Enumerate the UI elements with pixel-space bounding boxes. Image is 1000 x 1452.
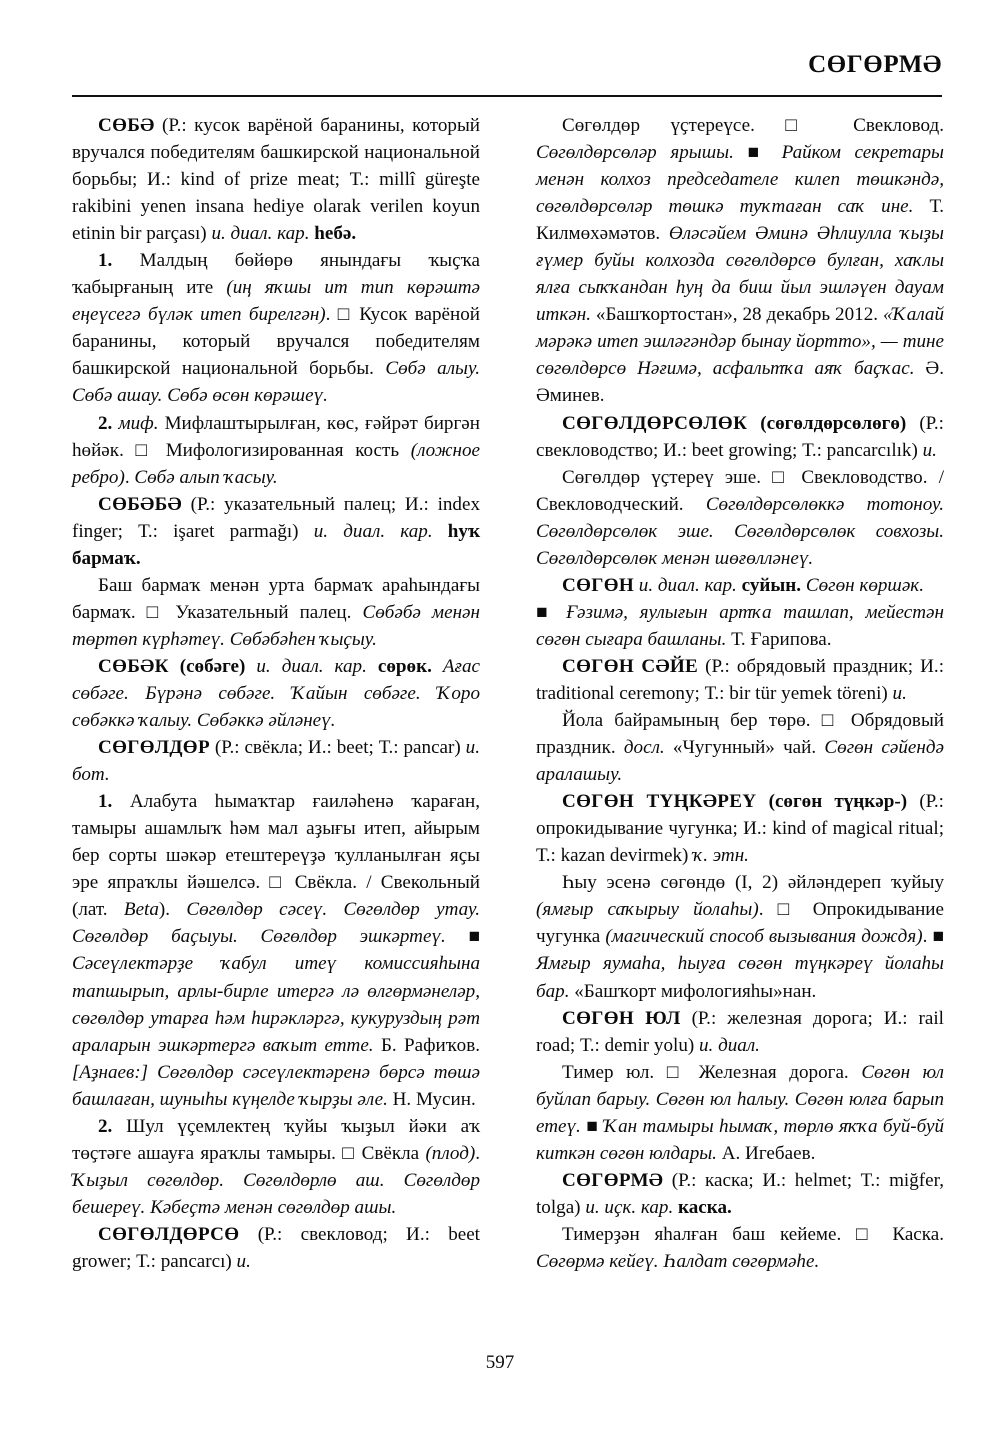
dictionary-entry-block: СӨГӨН и. диал. кар. суйын. Сөгөн көршәк. (562, 574, 925, 596)
dictionary-entry-block: 1. Алабута һымаҡтар ғаиләһенә ҡараған, тамыры ашамлыҡ һәм мал аҙығы итеп, айырым бер сорты шәкәр етештереүҙә ҡулланылған яҫы эре япраҡлы йәшелсә. □ Свёкла. / Свекольный (лат. Beta). Сөгөлдөр сәсеү. Сөгөлдөр утау. Сөгөлдөр баҫыуы. Сөгөлдөр эшкәртеү. ■ Сәсеүлектәрҙе ҡабул итеү комиссияһына тапшырып, арлы-бирле итергә лә өлгөрмәнеләр, сөгөлдөр утарға һәм һирәкләргә, кукуруздың рәт араларын эшкәртергә ваҡыт етте. Б. Рафиҡов. [Аҙнаев:] Сөгөлдөр сәсеүлектәренә бөрсә төшә башлаған, шуныһы күңелде ҡырҙы әле. Н. Мусин. (72, 791, 481, 1110)
right-text-column (536, 112, 944, 1327)
dictionary-entry-block: СӨГӨЛДӨР (Р.: свёкла; И.: beet; Т.: pancar) и. бот. (72, 737, 480, 786)
left-text-column (72, 112, 480, 1327)
dictionary-entry-block: СӨГӨРМӘ (Р.: каска; И.: helmet; Т.: miğfer, tolga) и. иҫк. кар. каска. (536, 1169, 944, 1218)
dictionary-entry-block: Сөгөлдөр үҫтереүсе. □ Свекловод. Сөгөлдөрсөләр ярышы. ■ Райком секретары менән колхоз председателе килеп төшкәндә, сөгөлдөрсөләр төшкә туҡтаған саҡ ине. Т. Килмөхәмәтов. Өләсәйем Әминә Әһлиулла ҡыҙы ғүмер буйы колхозда сөгөлдөрсө булған, хаҡлы ялға сыҡҡандан һуң да биш йыл эшләүен дауам иткән. «Башҡортостан», 28 декабрь 2012. «Ҡалай мәрәкә итеп эшләгәндәр бынау йортто», — тине сөгөлдөрсө Нәғимә, асфальтҡа аяҡ баҫҡас. Ә. Әминев. (536, 115, 944, 407)
dictionary-entry-block: ■ Ғәзимә, яулығын артҡа ташлап, мейестән сөгөн сығара башланы. Т. Ғарипова. (536, 601, 944, 650)
dictionary-entry-block: Тимер юл. □ Железная дорога. Сөгөн юл буйлап барыу. Сөгөн юл һалыу. Сөгөн юлға барып етеү. ■ Ҡан тамыры һымаҡ, төрлө яҡҡа буй-буй киткән сөгөн юлдары. А. Игебаев. (536, 1061, 944, 1164)
dictionary-entry-block: СӨГӨН ТҮҢКӘРЕҮ (сөгөн түңкәр-) (Р.: опрокидывание чугунка; И.: kind of magical ritual; Т.: kazan devirmek) ҡ. этн. (536, 791, 944, 867)
dictionary-entry-block: СӨБӘК (сөбәге) и. диал. кар. сөрөк. Ағас сөбәге. Бүрәнә сөбәге. Ҡайын сөбәге. Ҡоро сөбәккә ҡалыу. Сөбәккә әйләнеү. (72, 655, 480, 732)
page-number: 597 (485, 1352, 515, 1373)
dictionary-entry-block: Тимерҙән яһалған баш кейеме. □ Каска. Сөгөрмә кейеү. Һалдат сөгөрмәһе. (536, 1223, 944, 1272)
dictionary-entry-block: Һыу эсенә сөгөндө (I, 2) әйләндереп ҡуйыу (ямғыр саҡырыу йолаһы). □ Опрокидывание чугунка (магический способ вызывания дождя). ■ Ямғыр яумаһа, һыуға сөгөн түңкәреү йолаһы бар. «Башҡорт мифологияһы»нан. (536, 872, 944, 1002)
dictionary-entry-block: СӨГӨН ЮЛ (Р.: железная дорога; И.: rail road; Т.: demir yolu) и. диал. (536, 1007, 944, 1056)
running-head (72, 52, 942, 77)
dictionary-entry-block: Сөгөлдөр үҫтереү эше. □ Свекловодство. / Свекловодческий. Сөгөлдөрсөлөккә тотоноу. Сөгөлдөрсөлөк эше. Сөгөлдөрсөлөк совхозы. Сөгөлдөрсөлөк менән шөғөлләнеү. (536, 466, 944, 569)
dictionary-entry-block: СӨГӨН СӘЙЕ (Р.: обрядовый праздник; И.: traditional ceremony; Т.: bir tür yemek töreni) и. (536, 655, 945, 704)
dictionary-entry-block: 1. Малдың бөйөрө янындағы ҡыҫҡа ҡабырғаның ите (иң яҡшы ит тип көрәштә еңеүсегә бүләк итеп бирелгән). □ Кусок варёной баранины, который вручался победителям башкирской национальной борьбы. Сөбә алыу. Сөбә ашау. Сөбә өсөн көрәшеү. (72, 250, 480, 407)
dictionary-entry-block: СӨБӘ (Р.: кусок варёной баранины, который вручался победителям башкирской национальной борьбы; И.: kind of prize meat; Т.: millî güreşte rakibini yenen insana hediye olarak verilen koyun etinin bir parçası) и. диал. кар. һебә. (72, 115, 480, 245)
dictionary-entry-block: Йола байрамының бер төрө. □ Обрядовый праздник. досл. «Чугунный» чай. Сөгөн сәйендә аралашыу. (536, 710, 944, 786)
dictionary-entry-block: СӨБӘБӘ (Р.: указательный палец; И.: index finger; Т.: işaret parmağı) и. диал. кар. һуҡ бармаҡ. (72, 493, 480, 569)
dictionary-entry-block: СӨГӨЛДӨРСӨЛӨК (сөгөлдөрсөлөгө) (Р.: свекловодство; И.: beet growing; Т.: pancarcılık) и. (536, 412, 944, 461)
header-divider-rule (72, 95, 942, 97)
running-head-text: СӨГӨРМӘ (808, 51, 942, 78)
dictionary-entry-block: 2. Шул үҫемлектең ҡуйы ҡыҙыл йәки аҡ төҫтәге ашауға яраҡлы тамыры. □ Свёкла (плод). Ҡыҙыл сөгөлдөр. Сөгөлдөрлө аш. Сөгөлдөр бешереү. Кәбеҫтә менән сөгөлдөр ашы. (72, 1115, 480, 1218)
dictionary-entry-block: 2. миф. Мифлаштырылған, көс, ғәйрәт биргән һөйәк. □ Мифологизированная кость (ложное ребро). Сөбә алып ҡасыу. (72, 412, 480, 488)
dictionary-entry-block: Баш бармаҡ менән урта бармаҡ араһындағы бармаҡ. □ Указательный палец. Сөбәбә менән төртөп күрһәтеү. Сөбәбәһен ҡыҫыу. (72, 574, 480, 650)
body-columns (72, 112, 944, 1327)
dictionary-entry-block: СӨГӨЛДӨРСӨ (Р.: свекловод; И.: beet grower; Т.: pancarcı) и. (72, 1223, 480, 1272)
